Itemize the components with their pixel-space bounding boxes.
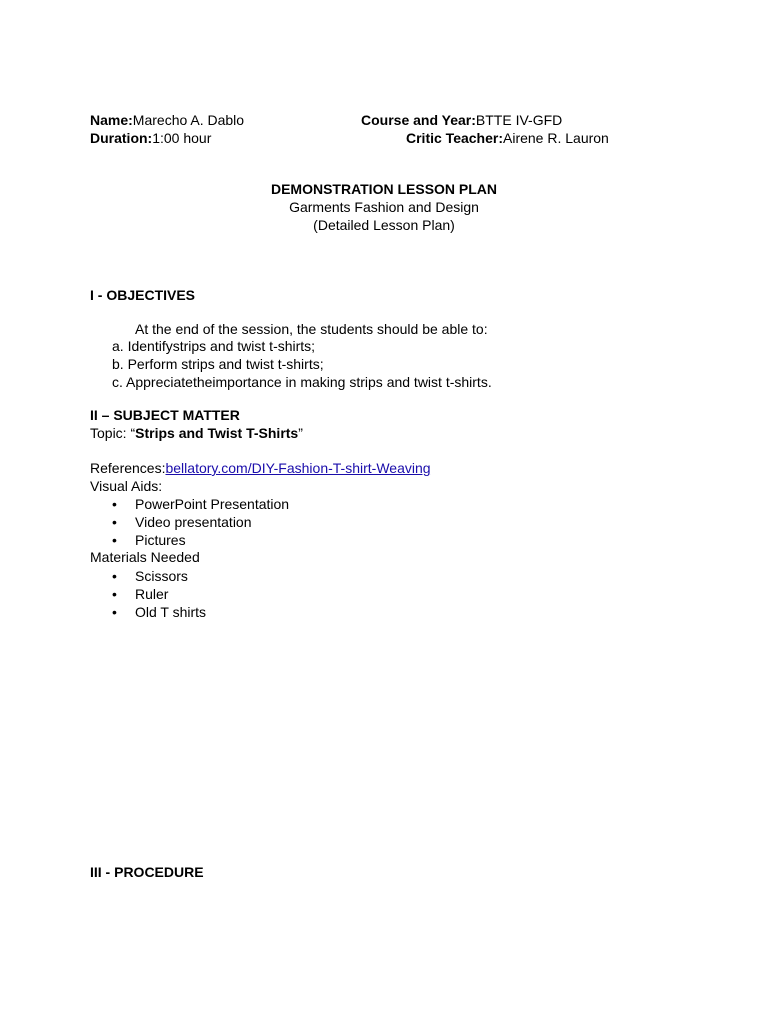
bullet-icon: • bbox=[112, 514, 117, 530]
objectives-intro: At the end of the session, the students should be able to: bbox=[135, 321, 488, 337]
bullet-icon: • bbox=[112, 568, 117, 584]
list-item: Pictures bbox=[135, 532, 186, 548]
critic-label: Critic Teacher: bbox=[406, 130, 503, 146]
name-label: Name: bbox=[90, 112, 133, 128]
course-line bbox=[361, 111, 562, 129]
bullet-icon: • bbox=[112, 586, 117, 602]
document-type: (Detailed Lesson Plan) bbox=[313, 217, 455, 233]
materials-label: Materials Needed bbox=[90, 549, 200, 565]
subject-matter-heading: II – SUBJECT MATTER bbox=[90, 407, 240, 423]
topic-line bbox=[90, 424, 303, 442]
objectives-heading: I - OBJECTIVES bbox=[90, 287, 196, 303]
objective-item: a. Identifystrips and twist t-shirts; bbox=[112, 338, 316, 354]
critic-teacher-line bbox=[406, 129, 609, 147]
bullet-icon: • bbox=[112, 496, 117, 512]
critic-value: Airene R. Lauron bbox=[503, 130, 609, 146]
objective-item: c. Appreciatetheimportance in making strips and twist t-shirts. bbox=[112, 374, 492, 390]
document-subject: Garments Fashion and Design bbox=[289, 199, 479, 215]
references-line bbox=[90, 459, 431, 477]
references-label: References: bbox=[90, 460, 166, 476]
duration-value: 1:00 hour bbox=[152, 130, 212, 146]
course-value: BTTE IV-GFD bbox=[475, 112, 563, 128]
list-item: Video presentation bbox=[135, 514, 252, 530]
references-link[interactable]: bellatory.com/DIY-Fashion-T-shirt-Weaving bbox=[165, 460, 431, 476]
name-line bbox=[90, 111, 244, 129]
procedure-heading: III - PROCEDURE bbox=[90, 864, 204, 880]
list-item: Ruler bbox=[135, 586, 169, 602]
visual-aids-label: Visual Aids: bbox=[90, 478, 163, 494]
list-item: Scissors bbox=[135, 568, 188, 584]
bullet-icon: • bbox=[112, 604, 117, 620]
document-title: DEMONSTRATION LESSON PLAN bbox=[270, 181, 498, 197]
bullet-icon: • bbox=[112, 532, 117, 548]
list-item: Old T shirts bbox=[135, 604, 207, 620]
topic-close-quote: ” bbox=[298, 425, 303, 441]
duration-line bbox=[90, 129, 211, 147]
topic-label: Topic: “ bbox=[90, 425, 136, 441]
duration-label: Duration: bbox=[90, 130, 153, 146]
name-value: Marecho A. Dablo bbox=[132, 112, 245, 128]
objective-item: b. Perform strips and twist t-shirts; bbox=[112, 356, 324, 372]
topic-value: Strips and Twist T-Shirts bbox=[135, 425, 299, 441]
course-label: Course and Year: bbox=[361, 112, 476, 128]
list-item: PowerPoint Presentation bbox=[135, 496, 290, 512]
